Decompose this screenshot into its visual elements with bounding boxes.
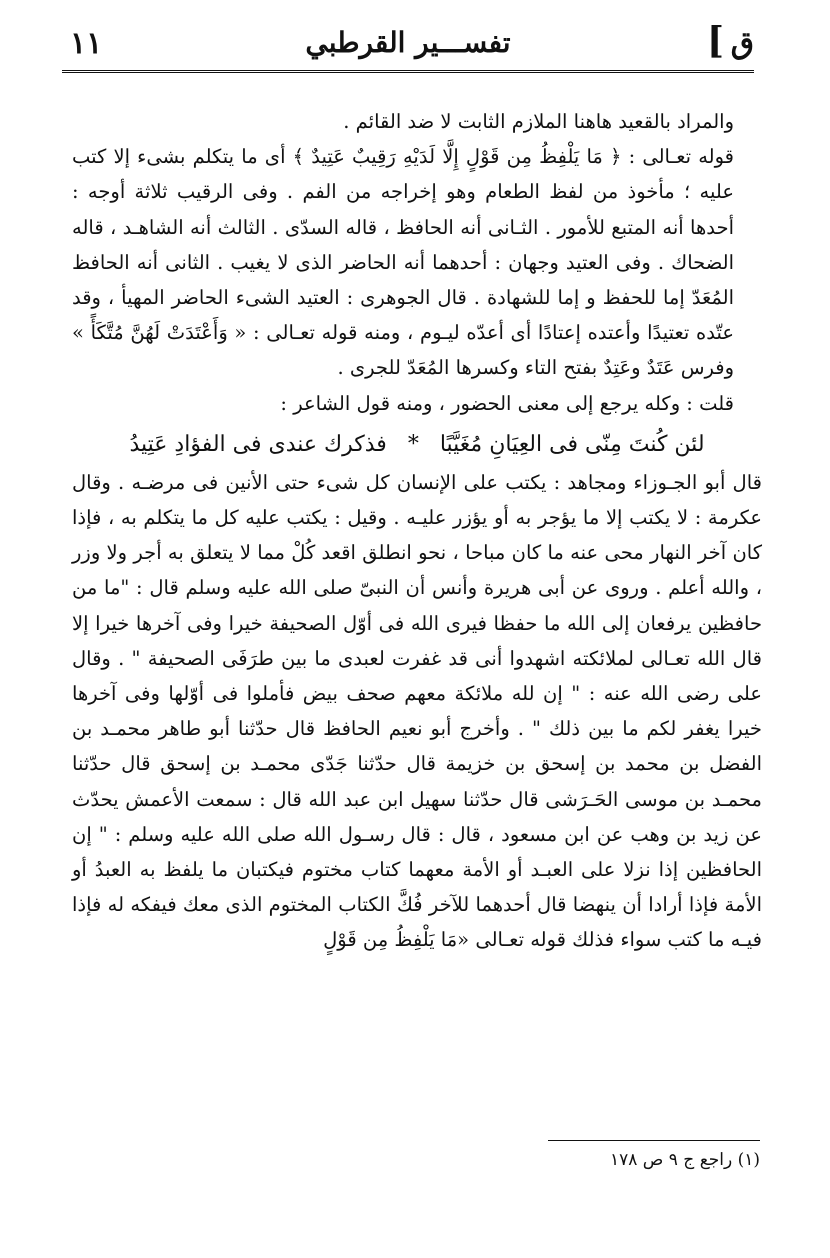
- header-letter: ق: [730, 26, 754, 61]
- paragraph-1: والمراد بالقعيد هاهنا الملازم الثابت لا ضد القائم .: [343, 110, 734, 133]
- verse-hemistich-2: فذكرك عندى فى الفؤادِ عَتِيدُ: [129, 431, 387, 457]
- main-text: [72, 104, 762, 958]
- running-title: تفســـير القرطبي: [305, 26, 511, 59]
- header-rule: [62, 70, 754, 73]
- paragraph-2: قوله تعـالى : ﴿ مَا يَلْفِظُ مِن قَوْلٍ إِلَّا لَدَيْهِ رَقِيبٌ عَتِيدٌ ﴾ أى ما يتكلم بشىء إلا كتب عليه ؛ مأخوذ من لفظ الطعام وهو إخراجه من الفم . وفى الرقيب ثلاثة أوجه : أحدها أنه المتبع للأمور . الثـانى أنه الحافظ ، قاله السدّى . الثالث أنه الشاهـد ، قاله الضحاك . وفى العتيد وجهان : أحدهما أنه الحاضر الذى لا يغيب . الثانى أنه الحافظ المُعَدّ إما للحفظ و إما للشهادة . قال الجوهرى : العتيد الشىء الحاضر المهيأ ، وقد عتّده تعتيدًا وأعتده إعتادًا أى أعدّه ليـوم ، ومنه قوله تعـالى : « وَأَعْتَدَتْ لَهُنَّ مُتَّكَأً » وفرس عَتَدٌ وعَتِدٌ بفتح التاء وكسرها المُعَدّ للجرى .: [72, 145, 734, 380]
- footnote-rule: [548, 1140, 760, 1141]
- paragraph-4: قال أبو الجـوزاء ومجاهد : يكتب على الإنسان كل شىء حتى الأنين فى مرضـه . وقال عكرمة : لا يكتب إلا ما يؤجر به أو يؤزر عليـه . وقيل : يكتب عليه كل ما يتكلم به ، فإذا كان آخر النهار محى عنه ما كان مباحا ، نحو انطلق اقعد كُلْ مما لا يتعلق به أجر ولا وزر ، والله أعلم . وروى عن أبى هريرة وأنس أن النبىّ صلى الله عليه وسلم قال : "ما من حافظين يرفعان إلى الله ما حفظا فيرى الله فى أوّل الصحيفة خيرا وفى آخرها خيرا إلا قال الله تعـالى لملائكته اشهدوا أنى قد غفرت لعبدى ما بين طرَفَى الصحيفة " . وقال على رضى الله عنه : " إن لله ملائكة معهم صحف بيض فأملوا فى أوّلها وفى آخرها خيرا يغفر لكم ما بين ذلك " . وأخرج أبو نعيم الحافظ قال حدّثنا أبو طاهر محمـد بن الفضل بن محمد بن إسحق بن خزيمة قال حدّثنا جَدّى محمـد بن إسحق قال حدّثنا محمـد بن موسى الحَـرَشى قال حدّثنا سهيل ابن عبد الله قال : سمعت الأعمش يحدّث عن زيد بن وهب عن ابن مسعود ، قال : قال رسـول الله صلى الله عليه وسلم : " إن الحافظين إذا نزلا على العبـد أو الأمة معهما كتاب مختوم فيكتبان ما يلفظ به العبدُ أو الأمة فإذا أرادا أن ينهضا قال أحدهما للآخر فُكَّ الكتاب المختوم الذى معك فيفكه له فإذا فيـه ما كتب سواء فذلك قوله تعـالى «مَا يَلْفِظُ مِن قَوْلٍ: [72, 470, 762, 952]
- footnote: (١) راجع ج ٩ ص ١٧٨: [609, 1150, 760, 1170]
- poetry-verse: [72, 425, 762, 465]
- page-header: [62, 22, 754, 68]
- verse-separator: *: [407, 431, 419, 457]
- paragraph-3: قلت : وكله يرجع إلى معنى الحضور ، ومنه قول الشاعر :: [280, 391, 734, 415]
- page-number: ١١: [70, 26, 103, 61]
- verse-hemistich-1: لئن كُنتَ مِنّى فى العِيَانِ مُغَيَّبًا: [439, 431, 705, 457]
- header-bracket: ]: [706, 20, 724, 62]
